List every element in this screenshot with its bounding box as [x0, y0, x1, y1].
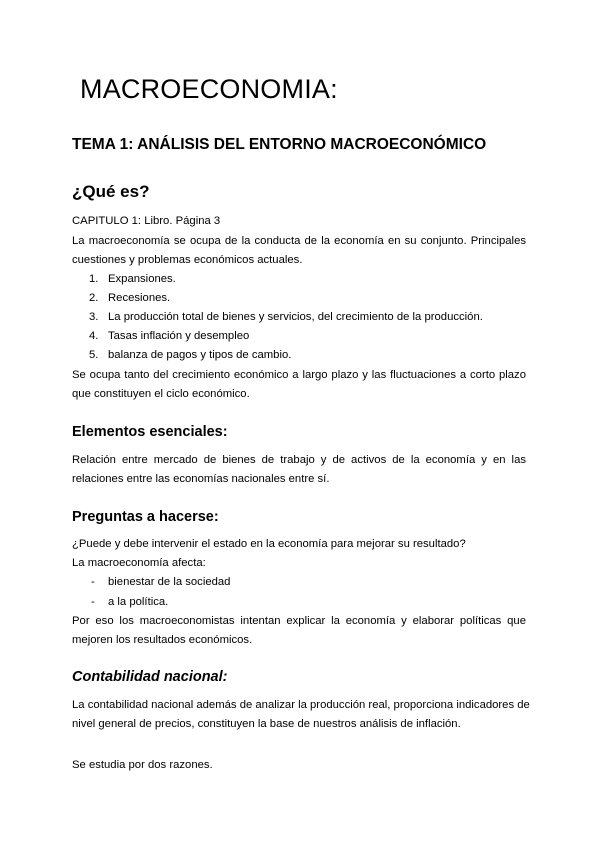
- list-item: Recesiones.: [108, 292, 171, 304]
- paragraph-line: cuestiones y problemas económicos actuales.: [72, 254, 303, 266]
- heading-preguntas: Preguntas a hacerse:: [72, 509, 219, 525]
- bullet-item: bienestar de la sociedad: [108, 576, 231, 588]
- paragraph-line: mejoren los resultados económicos.: [72, 634, 253, 646]
- list-item: balanza de pagos y tipos de cambio.: [108, 349, 292, 361]
- paragraph-line: Relación entre mercado de bienes de trabajo y de activos de la economía y en las: [72, 454, 526, 466]
- list-item: La producción total de bienes y servicios, del crecimiento de la producción.: [108, 311, 483, 323]
- paragraph-line: nivel general de precios, constituyen la base de nuestros análisis de inflación.: [72, 718, 461, 730]
- list-number: 3.: [89, 311, 99, 323]
- paragraph-line: Se ocupa tanto del crecimiento económico a largo plazo y las fluctuaciones a corto plazo: [72, 369, 526, 381]
- list-item: Tasas inflación y desempleo: [108, 330, 250, 342]
- paragraph-line: La macroeconomía afecta:: [72, 557, 206, 569]
- capitulo-reference: CAPITULO 1: Libro. Página 3: [72, 215, 221, 227]
- bullet-dash: -: [91, 596, 95, 608]
- heading-que-es: ¿Qué es?: [72, 182, 150, 201]
- paragraph-line: Se estudia por dos razones.: [72, 759, 213, 771]
- paragraph-line: ¿Puede y debe intervenir el estado en la economía para mejorar su resultado?: [72, 538, 466, 550]
- list-number: 5.: [89, 349, 99, 361]
- document-title: MACROECONOMIA:: [80, 74, 338, 104]
- paragraph-line: Por eso los macroeconomistas intentan explicar la economía y elaborar políticas que: [72, 615, 526, 627]
- list-item: Expansiones.: [108, 273, 176, 285]
- paragraph-line: que constituyen el ciclo económico.: [72, 388, 250, 400]
- bullet-dash: -: [91, 576, 95, 588]
- list-number: 2.: [89, 292, 99, 304]
- section-title-tema1: TEMA 1: ANÁLISIS DEL ENTORNO MACROECONÓMICO: [72, 136, 487, 153]
- paragraph-line: relaciones entre las economías nacionales entre sí.: [72, 473, 330, 485]
- heading-elementos-esenciales: Elementos esenciales:: [72, 424, 228, 440]
- heading-contabilidad-nacional: Contabilidad nacional:: [72, 669, 228, 685]
- bullet-item: a la política.: [108, 596, 169, 608]
- list-number: 1.: [89, 273, 99, 285]
- list-number: 4.: [89, 330, 99, 342]
- paragraph-line: La macroeconomía se ocupa de la conducta de la economía en su conjunto. Principales: [72, 235, 526, 247]
- paragraph-line: La contabilidad nacional además de analizar la producción real, proporciona indicadores de: [72, 699, 530, 711]
